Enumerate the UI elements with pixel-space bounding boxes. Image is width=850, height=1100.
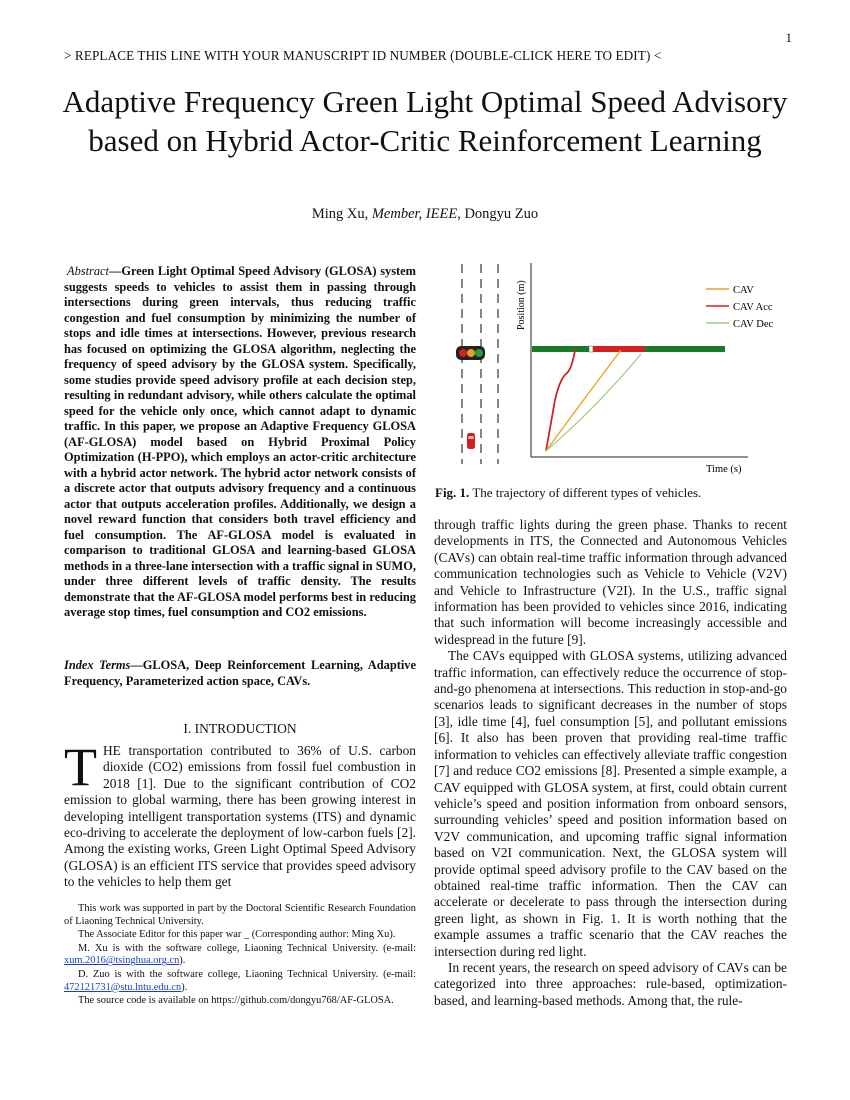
footnote-author-2-end: ). [181, 981, 188, 993]
legend-label-cav: CAV [733, 285, 754, 296]
legend [706, 285, 773, 330]
footnote-author-1-text: M. Xu is with the software college, Liaoning Technical University. (e-mail: [78, 942, 416, 954]
right-column-body [434, 517, 787, 1009]
abstract-label: Abstract [67, 264, 109, 278]
abstract-dash: — [109, 264, 122, 278]
index-terms-label: Index Terms [64, 658, 131, 672]
paragraph-cavs-glosa: The CAVs equipped with GLOSA systems, utilizing advanced traffic information, can effectively reduce the occurrence of stop-and-go phenomena at intersections. This reduction in stop-and-go scenarios leads to significant decreases in the number of stops [3], idle time [4], fuel consumption [5], and pollutant emissions [6]. It also has been proven that providing real-time traffic information to vehicles can effectively alleviate traffic congestion [7] and reduce CO2 emissions [8]. Presented a simple example, a CAV equipped with GLOSA system, at first, could obtain current vehicle’s speed and position information from onboard sensors, surrounding vehicles’ speed and position information based on V2V communication, and upcoming traffic signal information based on V2I communication. Next, the GLOSA system will provide optimal speed advisory profile to the CAV based on the obtained real-time traffic information. Then the CAV can accelerate or decelerate to pass through the intersection during green light, as shown in Fig. 1. It is worth nothing that the example assumes a traffic scenario that the CAV reaches the intersection during red light. [434, 648, 787, 959]
manuscript-header: > REPLACE THIS LINE WITH YOUR MANUSCRIPT ID NUMBER (DOUBLE-CLICK HERE TO EDIT) < [64, 48, 662, 63]
index-terms-text: GLOSA, Deep Reinforcement Learning, Adaptive Frequency, Parameterized action space, CAVs. [64, 658, 416, 688]
paper-title: Adaptive Frequency Green Light Optimal Speed Advisory based on Hybrid Actor-Critic Reinforcement Learning [62, 84, 788, 158]
footnote-author-2 [64, 969, 416, 994]
footnote-author-2-text: D. Zuo is with the software college, Liaoning Technical University. (e-mail: [78, 968, 416, 980]
trajectory-cav-acc-line [546, 350, 575, 451]
paragraph-continued: through traffic lights during the green phase. Thanks to recent developments in ITS, the Connected and Autonomous Vehicles (CAVs) can obtain real-time traffic information through advanced communication technologies such as Vehicle to Vehicle (V2V) and Vehicle to Infrastructure (V2I). In the U.S., traffic signal information has been provided to vehicles since 2016, indicating that such information will become increasingly accessible and widespread in the future [9]. [434, 517, 787, 647]
caption-text: The trajectory of different types of vehicles. [469, 485, 702, 500]
signal-green-2 [645, 346, 725, 352]
legend-label-cav-acc: CAV Acc [733, 302, 773, 313]
intro-paragraph [64, 737, 416, 891]
trajectory-cav-dec [546, 354, 641, 451]
road-lanes [462, 264, 498, 464]
traffic-light-icon [456, 346, 485, 360]
abstract-text: Green Light Optimal Speed Advisory (GLOSA) system suggests speeds to vehicles to assist them in passing through intersections during green intervals, thus reducing traffic congestion and fuel consumption by minimizing the number of stops and idle times at intersections. However, previous research has focused on optimizing the GLOSA algorithm, neglecting the frequency of speed advisory by the GLOSA system. Specifically, some studies provide speed advisory profile at each decision step, resulting in redundant advisory, while others calculate the optimal speed for the vehicle only once, which cannot adapt to dynamic traffic. In this paper, we propose an Adaptive Frequency GLOSA (AF-GLOSA) model based on Hybrid Proximal Policy Optimization (H-PPO), which employs an actor-critic architecture with a hybrid actor network. The hybrid actor network consists of a discrete actor that outputs advisory frequency and a continuous actor that outputs acceleration profiles. Additionally, we design a novel reward function that considers both travel efficiency and fuel consumption. The AF-GLOSA model is evaluated in comparison to traditional GLOSA and learning-based GLOSA methods in a three-lane intersection with a traffic signal in SUMO, under three different levels of traffic density. The results demonstrate that the AF-GLOSA model performs best in reducing average stop times, fuel consumption and CO2 emissions. [64, 264, 416, 619]
figure-1-trajectory [436, 258, 786, 480]
author-line [60, 206, 790, 223]
footnote-author-1-end: ). [179, 955, 186, 967]
signal-phase-bar [532, 346, 725, 352]
drop-cap: T [64, 737, 97, 797]
index-terms-dash: — [130, 658, 143, 672]
footnote-editor: The Associate Editor for this paper war _ (Corresponding author: Ming Xu). [78, 929, 396, 941]
author-membership: Member, IEEE [371, 206, 458, 222]
page-number: 1 [785, 30, 792, 45]
author-names: Ming Xu, [311, 206, 372, 222]
car-icon [467, 433, 475, 449]
abstract [64, 264, 416, 621]
caption-label: Fig. 1. [435, 485, 470, 500]
footnote-funding: This work was supported in part by the Doctoral Scientific Research Foundation of Liaoning Technical University. [64, 903, 416, 927]
footnote-author-1 [64, 943, 416, 968]
signal-green-1 [532, 346, 589, 352]
email-link-xu[interactable]: xum.2016@tsinghua.org.cn [64, 955, 180, 967]
figure-1-caption [435, 485, 701, 501]
x-axis-label: Time (s) [706, 464, 742, 475]
signal-red [593, 346, 645, 352]
legend-label-cav-dec: CAV Dec [733, 319, 774, 330]
section-heading-introduction: I. INTRODUCTION [183, 721, 297, 736]
trajectory-cav [546, 350, 621, 451]
signal-gap [589, 346, 593, 352]
index-terms [64, 658, 416, 689]
y-axis-label: Position (m) [516, 280, 527, 330]
footnote-source-code: The source code is available on https://github.com/dongyu768/AF-GLOSA. [78, 995, 394, 1007]
intro-text: HE transportation contributed to 36% of U.S. carbon dioxide (CO2) emissions from fossil fuel combustion in 2018 [1]. Due to the significant contribution of CO2 emission to global warming, there has been growing interest in developing intelligent transportation systems (ITS) and dynamic eco-driving to accelerate the deployment of low-carbon fuels [2]. Among the existing works, Green Light Optimal Speed Advisory (GLOSA) is an efficient ITS service that provides speed advisory to the vehicles to help them get [64, 743, 416, 890]
email-link-zuo[interactable]: 472121731@stu.lntu.edu.cn [64, 981, 182, 993]
footnotes [64, 903, 416, 1009]
paragraph-recent-research: In recent years, the research on speed advisory of CAVs can be categorized into three approaches: rule-based, optimization-based, and learning-based methods. Among that, the rule- [434, 959, 787, 1008]
author-names-2: , Dongyu Zuo [457, 206, 539, 222]
